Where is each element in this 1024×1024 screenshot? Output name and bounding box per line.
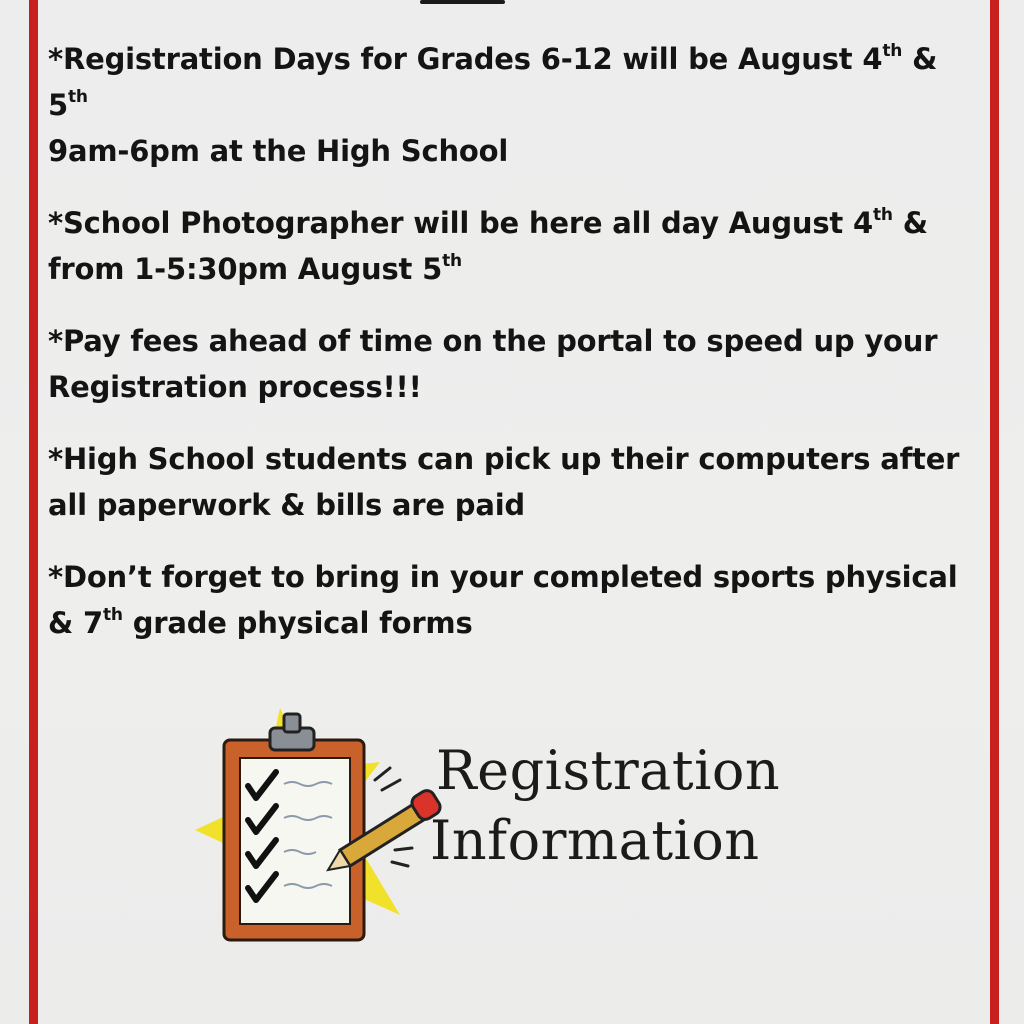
note-computers: *High School students can pick up their computers after all paperwork & bills are paid [48, 442, 960, 522]
note-photographer: *School Photographer will be here all day August 4th & from 1-5:30pm August 5th [48, 205, 928, 286]
title-line-1: Registration [436, 739, 781, 802]
notes-list [48, 36, 984, 672]
title-line-2: Information [430, 809, 760, 872]
red-border-left [29, 0, 38, 1024]
registration-information-title [430, 736, 781, 876]
note-physical-forms: *Don’t forget to bring in your completed sports physical & 7th grade physical forms [48, 560, 958, 640]
note-registration-days: *Registration Days for Grades 6-12 will be August 4th & 5th 9am-6pm at the High School [48, 41, 938, 168]
note-pay-fees: *Pay fees ahead of time on the portal to speed up your Registration process!!! [48, 324, 938, 404]
top-clipped-mark [420, 0, 505, 4]
red-border-right [990, 0, 999, 1024]
clipboard-checklist-icon [190, 700, 450, 950]
